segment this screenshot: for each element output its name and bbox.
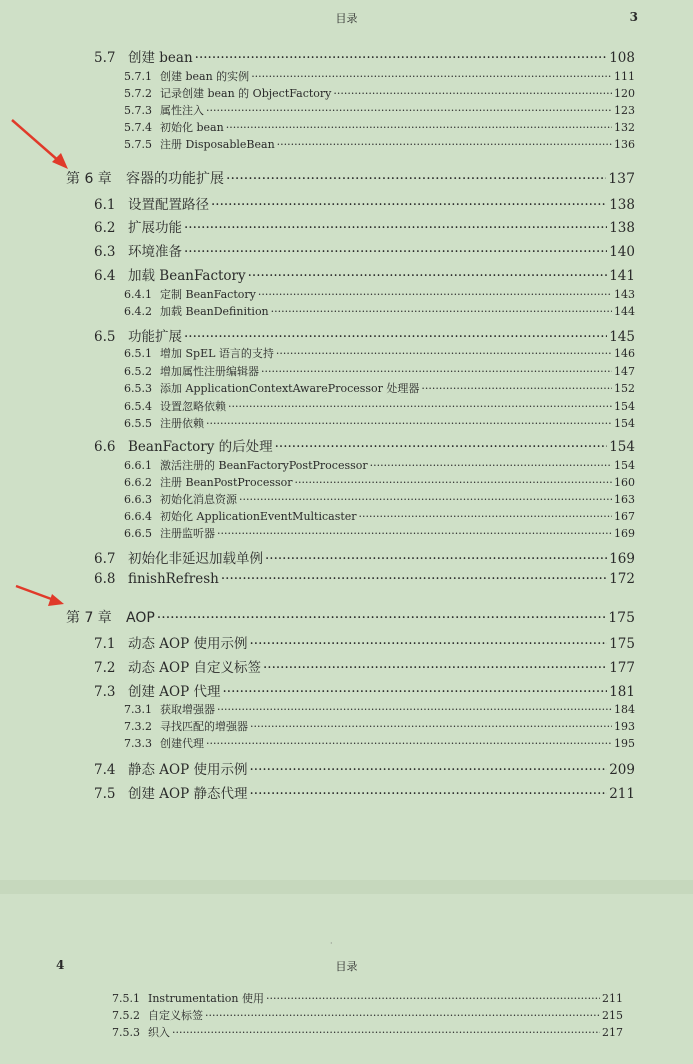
entry-number: 6.4.1: [124, 288, 152, 301]
leader-dots: [258, 288, 612, 301]
entry-title: 静态 AOP 使用示例: [128, 762, 248, 778]
entry-title: 功能扩展: [128, 329, 182, 345]
leader-dots: [228, 400, 612, 413]
leader-dots: [421, 382, 612, 395]
entry-number: 6.6.4: [124, 510, 152, 523]
entry-number: 5.7.5: [124, 138, 152, 151]
entry-title: 初始化 bean: [160, 121, 224, 134]
entry-number: 6.5.5: [124, 417, 152, 430]
entry-page: 169: [614, 527, 635, 540]
leader-dots: [217, 527, 612, 540]
leader-dots: [370, 459, 612, 472]
leader-dots: [184, 220, 607, 236]
entry-number: 7.3.3: [124, 737, 152, 750]
entry-page: 154: [609, 439, 635, 455]
entry-title: 织入: [148, 1026, 170, 1039]
entry-title: 环境准备: [128, 244, 182, 260]
entry-number: 6.5.2: [124, 365, 152, 378]
entry-title: 容器的功能扩展: [126, 171, 224, 187]
entry-page: 145: [609, 329, 635, 345]
entry-title: Instrumentation 使用: [148, 992, 264, 1005]
page-header: [0, 10, 693, 28]
entry-number: 7.3.2: [124, 720, 152, 733]
toc-entry: [0, 435, 693, 455]
toc-entry: [0, 345, 693, 361]
entry-number: 6.3: [94, 244, 116, 260]
leader-dots: [206, 417, 612, 430]
leader-dots: [333, 87, 612, 100]
toc-entry: [0, 68, 693, 84]
entry-page: 177: [609, 660, 635, 676]
entry-number: 6.1: [94, 197, 116, 213]
toc-entry: [0, 102, 693, 118]
leader-dots: [211, 197, 607, 213]
chapter-entry: [0, 607, 693, 627]
toc-entry: [0, 240, 693, 260]
entry-number: 5.7.1: [124, 70, 152, 83]
entry-number: 6.5.4: [124, 400, 152, 413]
entry-page: 152: [614, 382, 635, 395]
toc-page-4: [0, 894, 693, 1064]
entry-title: 注册 DisposableBean: [160, 138, 275, 151]
entry-title: 扩展功能: [128, 220, 182, 236]
entry-number: 6.6.2: [124, 476, 152, 489]
entry-page: 147: [614, 365, 635, 378]
entry-number: 6.6.5: [124, 527, 152, 540]
entry-page: 172: [609, 571, 635, 587]
toc-entry: [0, 325, 693, 345]
entry-page: 181: [609, 684, 635, 700]
leader-dots: [275, 439, 608, 455]
toc-entry: [0, 457, 693, 473]
entry-title: finishRefresh: [128, 571, 219, 587]
leader-dots: [226, 121, 612, 134]
leader-dots: [248, 268, 608, 284]
leader-dots: [205, 1009, 600, 1022]
leader-dots: [251, 70, 612, 83]
toc-entry: [0, 474, 693, 490]
entry-page: 140: [609, 244, 635, 260]
entry-page: 138: [609, 220, 635, 236]
entry-page: 108: [609, 50, 635, 66]
entry-number: 7.3: [94, 684, 116, 700]
leader-dots: [226, 171, 606, 187]
header-page-number: 4: [56, 958, 65, 972]
entry-page: 154: [614, 400, 635, 413]
entry-title: 创建代理: [160, 737, 204, 750]
entry-title: 加载 BeanFactory: [128, 268, 246, 284]
entry-number: 6.2: [94, 220, 116, 236]
entry-page: 132: [614, 121, 635, 134]
leader-dots: [271, 305, 612, 318]
entry-title: 设置忽略依赖: [160, 400, 226, 413]
entry-title: 初始化非延迟加载单例: [128, 551, 263, 567]
entry-number: 6.5.1: [124, 347, 152, 360]
leader-dots: [295, 476, 613, 489]
leader-dots: [195, 50, 608, 66]
entry-page: 167: [614, 510, 635, 523]
toc-entry: [0, 415, 693, 431]
entry-number: 5.7: [94, 50, 116, 66]
entry-title: 寻找匹配的增强器: [160, 720, 248, 733]
entry-page: 137: [608, 171, 635, 187]
toc-entry: [0, 656, 693, 676]
header-page-number: 3: [629, 10, 638, 24]
entry-page: 154: [614, 417, 635, 430]
page-header: [0, 958, 693, 976]
entry-title: 注册监听器: [160, 527, 215, 540]
entry-number: 7.5.2: [112, 1009, 140, 1022]
entry-number: 7.5.1: [112, 992, 140, 1005]
leader-dots: [261, 365, 612, 378]
entry-number: 7.1: [94, 636, 116, 652]
entry-page: 146: [614, 347, 635, 360]
red-arrow-icon: [8, 116, 72, 172]
toc-entry: [0, 632, 693, 652]
entry-page: 215: [602, 1009, 623, 1022]
toc-entry: [0, 119, 693, 135]
leader-dots: [184, 329, 607, 345]
header-title: 目录: [335, 12, 358, 25]
leader-dots: [206, 737, 612, 750]
toc-entry: [0, 718, 693, 734]
entry-title: 添加 ApplicationContextAwareProcessor 处理器: [160, 382, 420, 395]
leader-dots: [249, 636, 607, 652]
entry-title: 记录创建 bean 的 ObjectFactory: [160, 87, 332, 100]
toc-entry: [0, 264, 693, 284]
header-title: 目录: [335, 960, 358, 973]
entry-number: 6.4: [94, 268, 116, 284]
toc-entry: [0, 216, 693, 236]
entry-title: 注册依赖: [160, 417, 204, 430]
leader-dots: [217, 703, 612, 716]
entry-page: 169: [609, 551, 635, 567]
entry-title: 增加 SpEL 语言的支持: [160, 347, 274, 360]
entry-number: 6.4.2: [124, 305, 152, 318]
entry-title: 创建 bean: [128, 50, 193, 66]
toc-entry: [0, 680, 693, 700]
entry-number: 7.2: [94, 660, 116, 676]
entry-number: 6.6.1: [124, 459, 152, 472]
entry-page: 144: [614, 305, 635, 318]
toc-entry: [0, 380, 693, 396]
entry-number: 6.6.3: [124, 493, 152, 506]
leader-dots: [172, 1026, 600, 1039]
entry-page: 160: [614, 476, 635, 489]
toc-entry: [0, 1007, 693, 1023]
entry-page: 175: [608, 610, 635, 626]
entry-page: 123: [614, 104, 635, 117]
entry-number: 6.8: [94, 571, 116, 587]
toc-entry: [0, 990, 693, 1006]
entry-number: 6.5.3: [124, 382, 152, 395]
entry-title: 加载 BeanDefinition: [160, 305, 269, 318]
entry-page: 163: [614, 493, 635, 506]
entry-title: 设置配置路径: [128, 197, 209, 213]
entry-title: BeanFactory 的后处理: [128, 439, 273, 455]
leader-dots: [277, 138, 612, 151]
toc-entry: [0, 491, 693, 507]
leader-dots: [249, 762, 607, 778]
entry-number: 7.3.1: [124, 703, 152, 716]
entry-title: 动态 AOP 使用示例: [128, 636, 248, 652]
leader-dots: [221, 571, 607, 587]
entry-page: 138: [609, 197, 635, 213]
toc-entry: [0, 1024, 693, 1040]
toc-entry: [0, 735, 693, 751]
entry-page: 211: [609, 786, 635, 802]
entry-title: 定制 BeanFactory: [160, 288, 256, 301]
leader-dots: [249, 786, 607, 802]
toc-entry: [0, 398, 693, 414]
entry-page: 211: [602, 992, 623, 1005]
toc-entry: [0, 85, 693, 101]
leader-dots: [184, 244, 607, 260]
toc-entry: [0, 508, 693, 524]
leader-dots: [222, 684, 607, 700]
entry-page: 184: [614, 703, 635, 716]
entry-title: 注册 BeanPostProcessor: [160, 476, 293, 489]
entry-number: 5.7.4: [124, 121, 152, 134]
leader-dots: [276, 347, 612, 360]
toc-entry: [0, 363, 693, 379]
entry-page: 175: [609, 636, 635, 652]
leader-dots: [239, 493, 612, 506]
entry-page: 209: [609, 762, 635, 778]
entry-page: 120: [614, 87, 635, 100]
entry-number: 7.4: [94, 762, 116, 778]
toc-entry: [0, 758, 693, 778]
entry-number: 第 6 章: [66, 171, 112, 187]
toc-entry: [0, 525, 693, 541]
entry-number: 第 7 章: [66, 610, 112, 626]
toc-entry: [0, 286, 693, 302]
toc-entry: [0, 46, 693, 66]
entry-title: 创建 bean 的实例: [160, 70, 250, 83]
entry-number: 7.5: [94, 786, 116, 802]
entry-page: 195: [614, 737, 635, 750]
leader-dots: [263, 660, 607, 676]
entry-number: 5.7.3: [124, 104, 152, 117]
entry-page: 143: [614, 288, 635, 301]
entry-page: 111: [614, 70, 635, 83]
entry-title: 获取增强器: [160, 703, 215, 716]
page-gap: [0, 880, 693, 894]
entry-title: 属性注入: [160, 104, 204, 117]
red-arrow-icon: [12, 582, 66, 608]
leader-dots: [206, 104, 612, 117]
entry-title: 动态 AOP 自定义标签: [128, 660, 261, 676]
toc-entry: [0, 782, 693, 802]
entry-title: 创建 AOP 静态代理: [128, 786, 248, 802]
entry-page: 154: [614, 459, 635, 472]
entry-title: 初始化 ApplicationEventMulticaster: [160, 510, 357, 523]
leader-dots: [250, 720, 612, 733]
chapter-entry: [0, 168, 693, 188]
small-dot: ·: [330, 939, 333, 948]
toc-entry: [0, 303, 693, 319]
entry-number: 7.5.3: [112, 1026, 140, 1039]
toc-entry: [0, 136, 693, 152]
leader-dots: [157, 610, 606, 626]
entry-title: AOP: [126, 610, 155, 626]
entry-page: 136: [614, 138, 635, 151]
toc-entry: [0, 547, 693, 567]
entry-number: 5.7.2: [124, 87, 152, 100]
entry-number: 6.5: [94, 329, 116, 345]
toc-entry: [0, 571, 693, 587]
leader-dots: [265, 551, 607, 567]
entry-page: 193: [614, 720, 635, 733]
entry-number: 6.6: [94, 439, 116, 455]
entry-title: 初始化消息资源: [160, 493, 237, 506]
entry-title: 激活注册的 BeanFactoryPostProcessor: [160, 459, 368, 472]
entry-number: 6.7: [94, 551, 116, 567]
toc-entry: [0, 193, 693, 213]
toc-entry: [0, 701, 693, 717]
entry-title: 增加属性注册编辑器: [160, 365, 259, 378]
leader-dots: [359, 510, 612, 523]
leader-dots: [266, 992, 600, 1005]
entry-page: 217: [602, 1026, 623, 1039]
entry-page: 141: [609, 268, 635, 284]
entry-title: 创建 AOP 代理: [128, 684, 221, 700]
entry-title: 自定义标签: [148, 1009, 203, 1022]
